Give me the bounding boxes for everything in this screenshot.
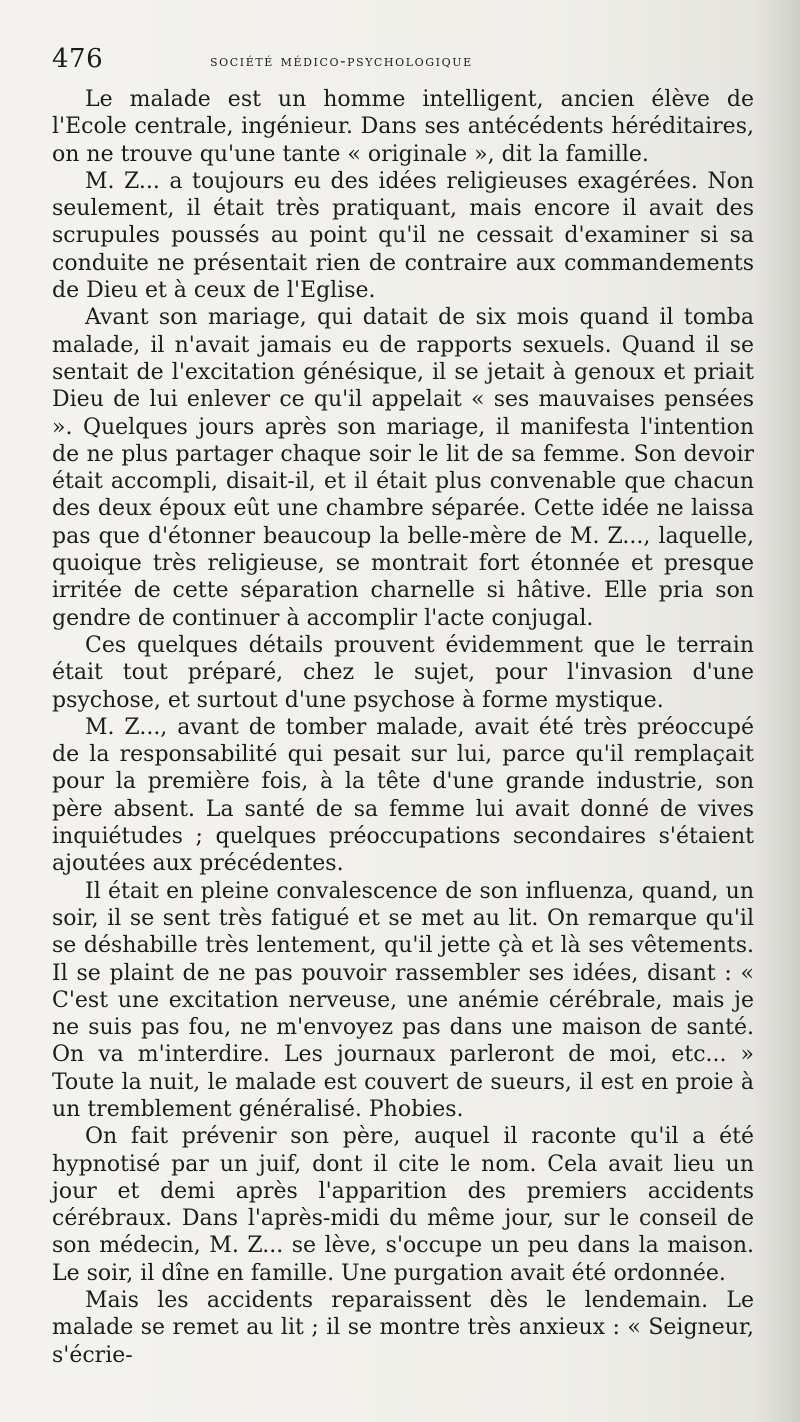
paragraph: M. Z... a toujours eu des idées religieuses exagérées. Non seulement, il était très pratiquant, mais encore il avait des scrupules poussés au point qu'il ne cessait d'examiner si sa conduite ne présentait rien de contraire aux commandements de Dieu et à ceux de l'Eglise. (52, 168, 754, 304)
paragraph: Le malade est un homme intelligent, ancien élève de l'Ecole centrale, ingénieur. Dans ses antécédents héréditaires, on ne trouve qu'une tante « originale », dit la famille. (52, 87, 754, 167)
paragraph: Il était en pleine convalescence de son influenza, quand, un soir, il se sent très fatigué et se met au lit. On remarque qu'il se déshabille très lentement, qu'il jette çà et là ses vêtements. Il se plaint de ne pas pouvoir rassembler ses idées, disant : « C'est une excitation nerveuse, une anémie cérébrale, mais je ne suis pas fou, ne m'envoyez pas dans une maison de santé. On va m'interdire. Les journaux parleront de moi, etc... » Toute la nuit, le malade est couvert de sueurs, il est en proie à un tremblement généralisé. Phobies. (52, 878, 754, 1122)
running-title: société médico-psychologique (210, 51, 473, 70)
paragraph: Avant son mariage, qui datait de six mois quand il tomba malade, il n'avait jamais eu de rapports sexuels. Quand il se sentait de l'excitation génésique, il se jetait à genoux et priait Dieu de lui enlever ce qu'il appelait « ses mauvaises pensées ». Quelques jours après son mariage, il manifesta l'intention de ne plus partager chaque soir le lit de sa femme. Son devoir était accompli, disait-il, et il était plus convenable que chacun des deux époux eût une chambre séparée. Cette idée ne laissa pas que d'étonner beaucoup la belle-mère de M. Z..., laquelle, quoique très religieuse, se montrait fort étonnée et presque irritée de cette séparation charnelle si hâtive. Elle pria son gendre de continuer à accomplir l'acte conjugal. (52, 305, 754, 631)
paragraph: Ces quelques détails prouvent évidemment que le terrain était tout préparé, chez le sujet, pour l'invasion d'une psychose, et surtout d'une psychose à forme mystique. (52, 632, 754, 713)
paragraph: M. Z..., avant de tomber malade, avait été très préoccupé de la responsabilité qui pesait sur lui, parce qu'il remplaçait pour la première fois, à la tête d'une grande industrie, son père absent. La santé de sa femme lui avait donné de vives inquiétudes ; quelques préoccupations secondaires s'étaient ajoutées aux précédentes. (52, 714, 754, 877)
page-number: 476 (52, 44, 104, 74)
page-header (52, 44, 752, 78)
body-text (52, 86, 754, 1369)
paragraph: On fait prévenir son père, auquel il raconte qu'il a été hypnotisé par un juif, dont il cite le nom. Cela avait lieu un jour et demi après l'apparition des premiers accidents cérébraux. Dans l'après-midi du même jour, sur le conseil de son médecin, M. Z... se lève, s'occupe un peu dans la maison. Le soir, il dîne en famille. Une purgation avait été ordonnée. (52, 1124, 754, 1286)
paragraph: Mais les accidents reparaissent dès le lendemain. Le malade se remet au lit ; il se montre très anxieux : « Seigneur, s'écrie- (52, 1288, 754, 1368)
